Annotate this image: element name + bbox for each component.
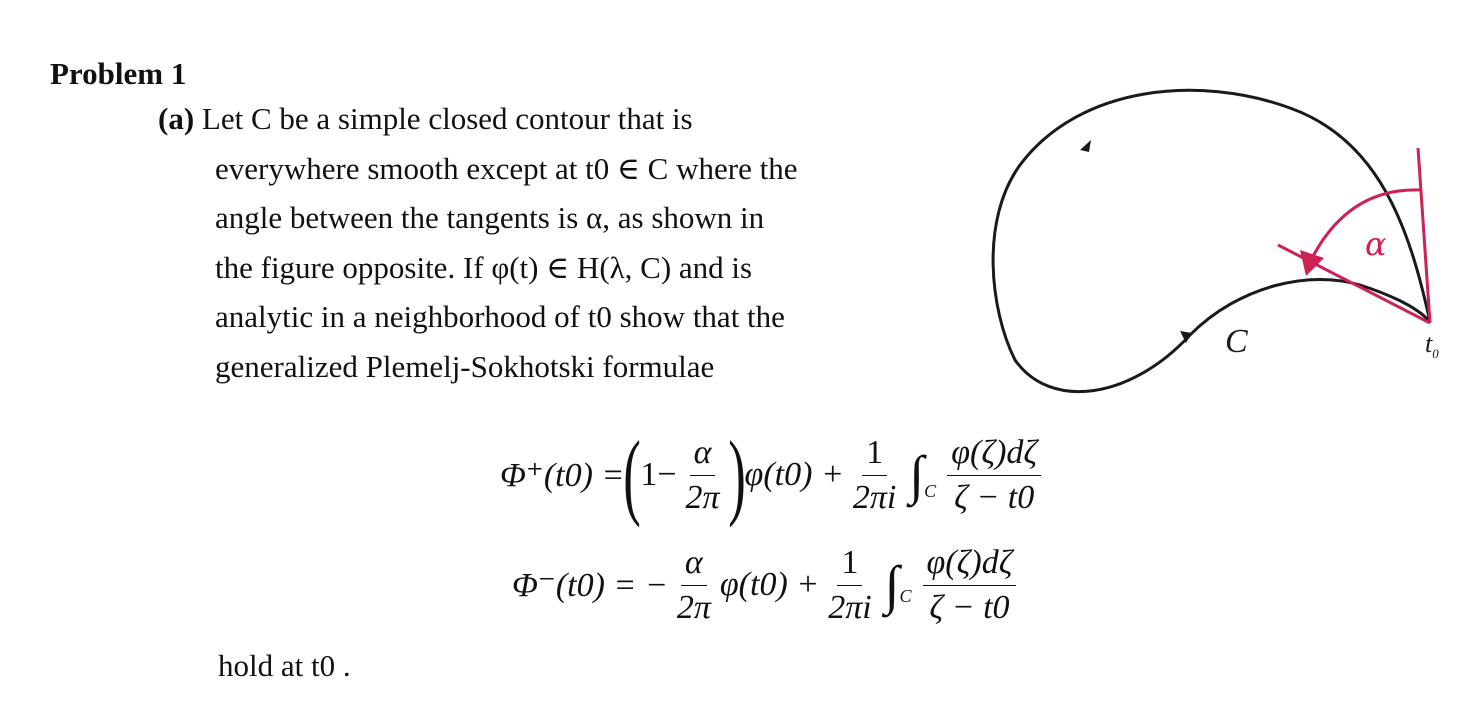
angle-arrow-head xyxy=(1300,250,1324,276)
eq2-alpha-fraction xyxy=(673,543,715,628)
eq2-frac2-num: 1 xyxy=(837,543,862,586)
eq1-integral-sign: ∫ xyxy=(909,445,925,505)
eq1-lhs: Φ⁺(t0) = xyxy=(500,457,625,494)
eq2-coef-fraction xyxy=(824,543,875,628)
part-label: (a) xyxy=(158,101,195,136)
eq1-frac3-den: ζ − t0 xyxy=(954,478,1035,516)
closing-text: hold at t0 . xyxy=(218,648,351,683)
eq2-mid: φ(t0) + xyxy=(719,566,820,603)
eq1-right-paren: ) xyxy=(727,421,746,528)
curve-label: C xyxy=(1225,323,1248,360)
statement-line-1 xyxy=(158,94,918,144)
eq1-frac2-num: 1 xyxy=(862,433,887,476)
direction-arrow-top xyxy=(1080,140,1091,152)
statement-line-3: angle between the tangents is α, as shown in xyxy=(215,200,765,235)
eq1-integrand-fraction xyxy=(947,433,1041,518)
eq1-one: 1− xyxy=(640,456,677,493)
eq1-coef-fraction xyxy=(849,433,900,518)
statement-text-1: Let C be a simple closed contour that is xyxy=(201,101,693,136)
eq2-frac3-den: ζ − t0 xyxy=(929,588,1010,626)
angle-label: α xyxy=(1365,225,1387,263)
eq1-frac1-num: α xyxy=(690,433,716,476)
tangent-line-lower xyxy=(1278,245,1430,323)
eq2-integral-sign: ∫ xyxy=(884,555,900,615)
eq2-lhs: Φ⁻(t0) = − xyxy=(512,567,668,604)
eq1-frac2-den: 2πi xyxy=(852,478,897,516)
formula-phi-plus xyxy=(500,420,1046,530)
eq1-integral-sub: C xyxy=(924,481,937,501)
eq1-left-paren: ( xyxy=(623,421,642,528)
problem-title: Problem 1 xyxy=(50,56,187,91)
eq1-frac1-den: 2π xyxy=(685,478,720,516)
eq2-frac2-den: 2πi xyxy=(828,588,872,626)
direction-arrow-bottom xyxy=(1180,331,1192,343)
statement-line-6: generalized Plemelj-Sokhotski formulae xyxy=(215,348,715,384)
eq2-frac1-num: α xyxy=(681,543,707,586)
eq2-integrand-fraction xyxy=(923,543,1017,628)
eq1-frac3-num: φ(ζ)dζ xyxy=(947,433,1041,476)
eq2-frac1-den: 2π xyxy=(676,588,711,626)
eq2-integral-sub: C xyxy=(899,586,912,606)
statement-line-5: analytic in a neighborhood of t0 show that the xyxy=(215,299,785,334)
problem-statement xyxy=(158,94,918,391)
eq2-frac3-num: φ(ζ)dζ xyxy=(923,543,1017,586)
eq1-alpha-fraction xyxy=(682,433,724,518)
point-label: $t_0$ xyxy=(1425,329,1439,361)
statement-line-2: everywhere smooth except at t0 ∈ C where the xyxy=(215,150,798,186)
eq1-mid: φ(t0) + xyxy=(744,456,844,493)
formula-phi-minus xyxy=(512,535,1021,635)
contour-figure xyxy=(960,80,1440,410)
statement-line-4: the figure opposite. If φ(t) ∈ H(λ, C) and is xyxy=(215,249,753,285)
